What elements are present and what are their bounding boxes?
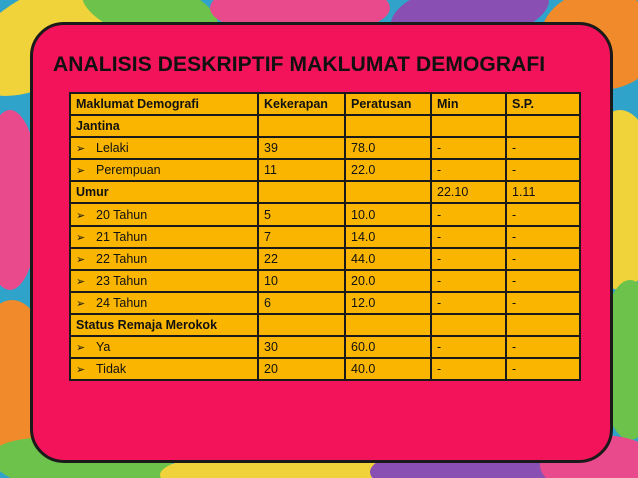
cell-text: Ya: [96, 340, 111, 355]
cell-text: Status Remaja Merokok: [76, 317, 218, 332]
table-cell: [258, 159, 345, 181]
cell-text: Jantina: [76, 119, 120, 134]
table-cell: [431, 181, 506, 203]
item-label-cell: [70, 226, 258, 248]
table-row: [70, 159, 580, 181]
cell-text: -: [437, 229, 442, 244]
table-cell: [431, 336, 506, 358]
arrowhead-bullet-icon: ➢: [76, 253, 86, 266]
cell-text: -: [437, 207, 442, 222]
cell-text: 30: [264, 340, 278, 355]
table-cell: [506, 203, 580, 225]
table-cell: [258, 314, 345, 336]
group-label-cell: [70, 115, 258, 137]
item-label-cell: [70, 336, 258, 358]
arrowhead-bullet-icon: ➢: [76, 275, 86, 288]
table-cell: [506, 314, 580, 336]
table-cell: [258, 226, 345, 248]
table-cell: [431, 203, 506, 225]
table-cell: [506, 159, 580, 181]
table-cell: [258, 137, 345, 159]
table-cell: [431, 270, 506, 292]
cell-text: -: [437, 141, 442, 156]
item-label-cell: [70, 159, 258, 181]
table-cell: [345, 137, 431, 159]
cell-text: -: [512, 141, 517, 156]
table-cell: [345, 248, 431, 270]
cell-text: 39: [264, 141, 278, 156]
cell-text: 78.0: [351, 141, 376, 156]
table-cell: [431, 248, 506, 270]
cell-text: 11: [264, 163, 277, 178]
cell-text: -: [512, 295, 517, 310]
cell-text: 40.0: [351, 362, 376, 377]
table-cell: [431, 226, 506, 248]
table-cell: [506, 137, 580, 159]
cell-text: 20: [264, 362, 278, 377]
table-cell: [506, 226, 580, 248]
cell-text: 20.0: [351, 273, 376, 288]
table-cell: [506, 181, 580, 203]
table-group-row: [70, 115, 580, 137]
item-label-cell: [70, 137, 258, 159]
arrowhead-bullet-icon: ➢: [76, 297, 86, 310]
table-cell: [258, 292, 345, 314]
cell-text: 1.11: [512, 185, 536, 200]
cell-text: 14.0: [351, 229, 376, 244]
demographics-table: [69, 92, 581, 381]
cell-text: -: [512, 362, 517, 377]
group-label-cell: [70, 314, 258, 336]
table-cell: [258, 336, 345, 358]
arrowhead-bullet-icon: ➢: [76, 143, 86, 156]
table-cell: [506, 270, 580, 292]
cell-text: -: [437, 340, 442, 355]
cell-text: 7: [264, 229, 271, 244]
table-cell: [506, 115, 580, 137]
table-row: [70, 137, 580, 159]
group-label-cell: [70, 181, 258, 203]
header-cell: Min: [431, 93, 506, 115]
table-cell: [258, 248, 345, 270]
item-label-cell: [70, 270, 258, 292]
cell-text: Tidak: [96, 362, 127, 377]
cell-text: 23 Tahun: [96, 273, 148, 288]
header-cell: Kekerapan: [258, 93, 345, 115]
table-cell: [431, 292, 506, 314]
arrowhead-bullet-icon: ➢: [76, 364, 86, 377]
table-cell: [431, 137, 506, 159]
arrowhead-bullet-icon: ➢: [76, 209, 86, 222]
table-cell: [506, 358, 580, 380]
item-label-cell: [70, 358, 258, 380]
cell-text: 10: [264, 273, 278, 288]
table-cell: [431, 159, 506, 181]
table-row: [70, 203, 580, 225]
table-cell: [258, 203, 345, 225]
cell-text: 24 Tahun: [96, 295, 148, 310]
table-row: [70, 358, 580, 380]
cell-text: -: [437, 295, 442, 310]
table-cell: [345, 270, 431, 292]
cell-text: 22: [264, 251, 278, 266]
header-row: [70, 93, 580, 115]
cell-text: Perempuan: [96, 163, 161, 178]
cell-text: 22.0: [351, 163, 376, 178]
arrowhead-bullet-icon: ➢: [76, 342, 86, 355]
table-cell: [345, 358, 431, 380]
item-label-cell: [70, 248, 258, 270]
table-cell: [345, 292, 431, 314]
cell-text: -: [512, 163, 517, 178]
table-cell: [345, 115, 431, 137]
table-row: [70, 226, 580, 248]
slide-title: ANALISIS DESKRIPTIF MAKLUMAT DEMOGRAFI: [53, 53, 546, 76]
cell-text: Umur: [76, 185, 109, 200]
cell-text: -: [512, 251, 517, 266]
cell-text: 6: [264, 295, 271, 310]
cell-text: 60.0: [351, 340, 376, 355]
cell-text: -: [512, 207, 517, 222]
cell-text: Lelaki: [96, 141, 129, 156]
table-cell: [258, 358, 345, 380]
cell-text: 22.10: [437, 185, 469, 200]
table-cell: [258, 115, 345, 137]
table-row: [70, 270, 580, 292]
cell-text: -: [437, 362, 442, 377]
cell-text: -: [512, 273, 517, 288]
table-cell: [345, 336, 431, 358]
table-row: [70, 292, 580, 314]
table-cell: [345, 203, 431, 225]
table-cell: [258, 181, 345, 203]
table-cell: [345, 181, 431, 203]
cell-text: 10.0: [351, 207, 376, 222]
table-row: [70, 336, 580, 358]
item-label-cell: [70, 292, 258, 314]
table-cell: [345, 159, 431, 181]
table-cell: [345, 314, 431, 336]
table-cell: [506, 248, 580, 270]
cell-text: 12.0: [351, 295, 376, 310]
header-cell: Maklumat Demografi: [70, 93, 258, 115]
header-cell: Peratusan: [345, 93, 431, 115]
cell-text: -: [512, 340, 517, 355]
item-label-cell: [70, 203, 258, 225]
table-cell: [258, 270, 345, 292]
arrowhead-bullet-icon: ➢: [76, 165, 86, 178]
cell-text: 44.0: [351, 251, 376, 266]
table-cell: [431, 314, 506, 336]
table-cell: [431, 115, 506, 137]
cell-text: -: [437, 163, 442, 178]
cell-text: -: [512, 229, 517, 244]
cell-text: 5: [264, 207, 271, 222]
table-group-row: [70, 181, 580, 203]
table-cell: [506, 336, 580, 358]
cell-text: 21 Tahun: [96, 229, 148, 244]
cell-text: -: [437, 251, 442, 266]
cell-text: 22 Tahun: [96, 251, 148, 266]
cell-text: -: [437, 273, 442, 288]
table-cell: [345, 226, 431, 248]
cell-text: 20 Tahun: [96, 207, 148, 222]
table-row: [70, 248, 580, 270]
table-cell: [431, 358, 506, 380]
table-group-row: [70, 314, 580, 336]
header-cell: S.P.: [506, 93, 580, 115]
table-cell: [506, 292, 580, 314]
arrowhead-bullet-icon: ➢: [76, 231, 86, 244]
content-card: [30, 22, 613, 463]
